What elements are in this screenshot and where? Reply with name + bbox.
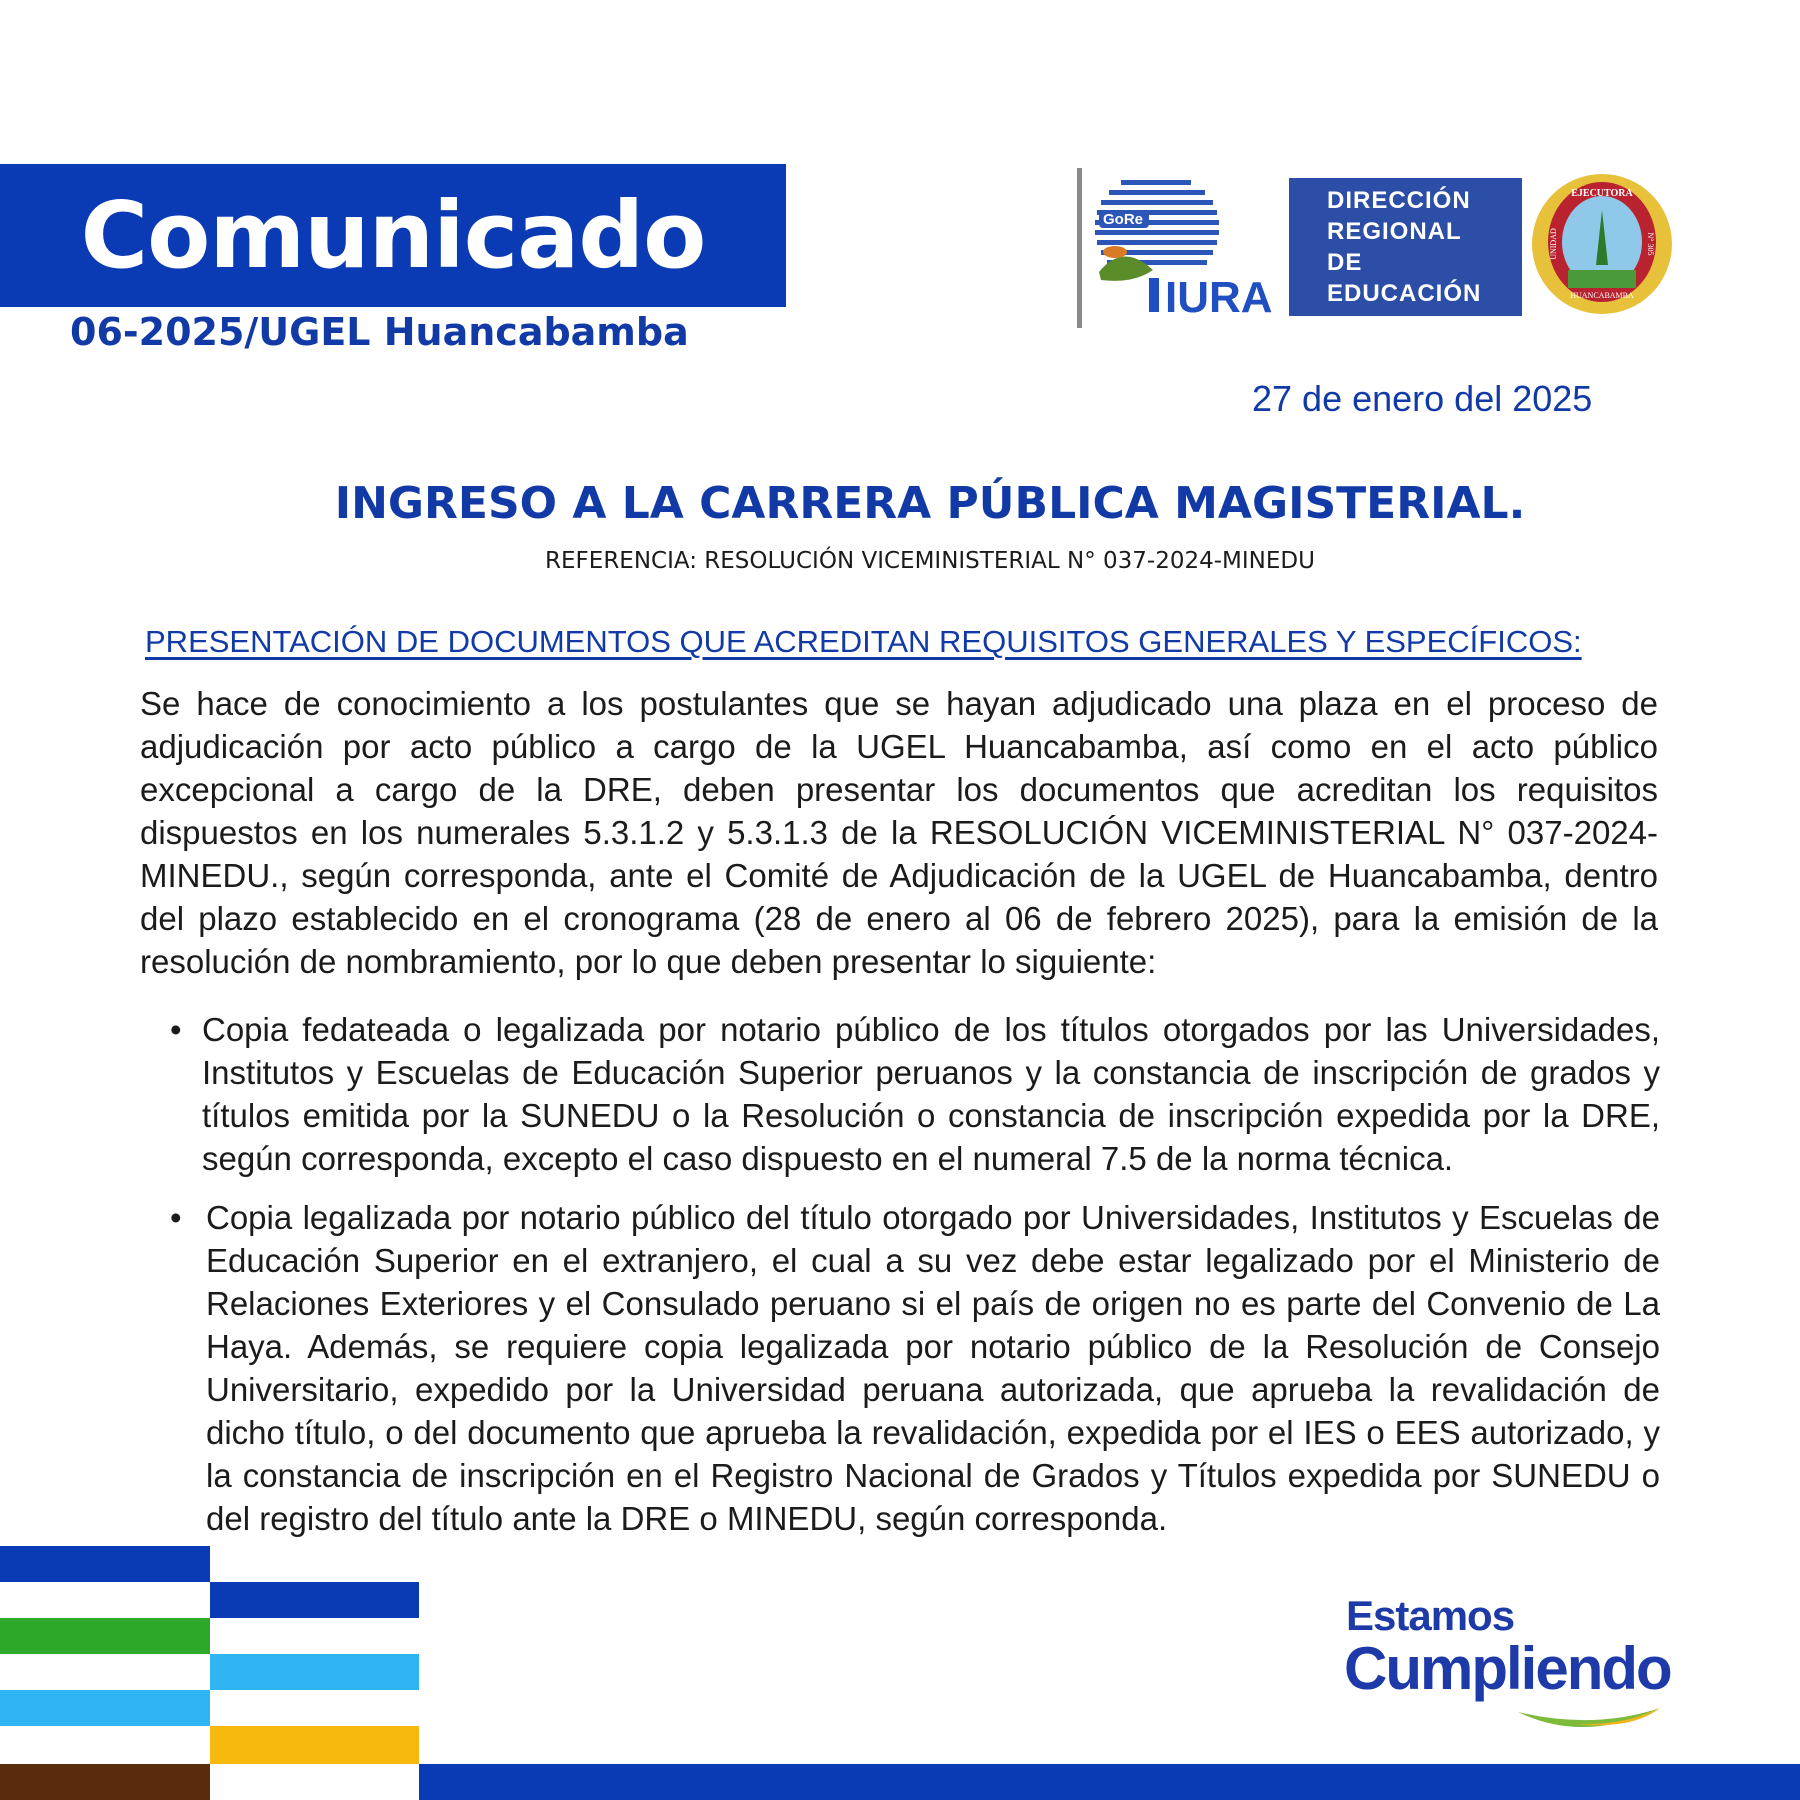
list-item: [140, 1196, 1660, 1540]
list-item: [140, 1008, 1660, 1180]
seal-top-text: EJECUTORA: [1571, 188, 1633, 199]
gore-p-stem: [1149, 278, 1159, 312]
logo-divider: [1077, 168, 1082, 328]
seal-ground: [1568, 270, 1636, 288]
dre-line-3: DE: [1327, 249, 1363, 276]
slogan-logo: [1344, 1592, 1674, 1742]
stripe-lightblue-1: [210, 1654, 419, 1690]
seal-bottom-text: HUANCABAMBA: [1570, 291, 1634, 300]
publication-date: 27 de enero del 2025: [1252, 378, 1593, 419]
bullet-icon: •: [170, 1011, 182, 1048]
gore-small-text: GoRe: [1103, 211, 1144, 228]
stripe-blue-1: [0, 1546, 210, 1582]
dre-line-4: EDUCACIÓN: [1327, 280, 1482, 307]
dre-line-1: DIRECCIÓN: [1327, 187, 1471, 214]
requirements-list: [140, 1008, 1660, 1556]
document-number: 06-2025/UGEL Huancabamba: [70, 310, 689, 354]
gore-piura-logo: [1093, 172, 1283, 322]
bullet-icon: •: [170, 1199, 182, 1236]
stripe-yellow: [210, 1726, 419, 1764]
stripe-green: [0, 1618, 210, 1654]
bottom-bar: [419, 1764, 1800, 1800]
section-heading: PRESENTACIÓN DE DOCUMENTOS QUE ACREDITAN REQUISITOS GENERALES Y ESPECÍFICOS:: [145, 624, 1582, 659]
seal-right-text: N° 305: [1646, 232, 1655, 256]
gore-big-text: IURA: [1165, 273, 1273, 322]
main-title: INGRESO A LA CARRERA PÚBLICA MAGISTERIAL.: [334, 478, 1526, 529]
banner-title: Comunicado: [80, 182, 706, 289]
dre-line-2: REGIONAL: [1327, 218, 1462, 245]
ugel-seal-emblem: [1528, 170, 1676, 318]
dre-logo: [1289, 178, 1522, 316]
swoosh-icon: [1514, 1704, 1664, 1740]
body-paragraph: Se hace de conocimiento a los postulantes que se hayan adjudicado una plaza en el proceso de adjudicación por acto público a cargo de la UGEL Huancabamba, así como en el acto público excepcional a cargo de la DRE, deben presentar los documentos que acreditan los requisitos dispuestos en los numerales 5.3.1.2 y 5.3.1.3 de la RESOLUCIÓN VICEMINISTERIAL N° 037-2024-MINEDU., según corresponda, ante el Comité de Adjudicación de la UGEL de Huancabamba, dentro del plazo establecido en el cronograma (28 de enero al 06 de febrero 2025), para la emisión de la resolución de nombramiento, por lo que deben presentar lo siguiente:: [140, 685, 1658, 980]
reference-line: REFERENCIA: RESOLUCIÓN VICEMINISTERIAL N° 037-2024-MINEDU: [545, 548, 1315, 574]
stripe-blue-2: [210, 1582, 419, 1618]
sun-icon: [1103, 246, 1127, 258]
slogan-line-1: Estamos: [1346, 1592, 1515, 1639]
stripe-brown: [0, 1764, 210, 1800]
slogan-line-2: Cumpliendo: [1344, 1635, 1671, 1702]
list-item-text: Copia legalizada por notario público del título otorgado por Universidades, Institutos y Escuelas de Educación Superior en el extranjero, el cual a su vez debe estar legalizado por el Ministerio de Relaciones Exteriores y el Consulado peruano si el país de origen no es parte del Convenio de La Haya. Además, se requiere copia legalizada por notario público de la Resolución de Consejo Universitario, expedido por la Universidad peruana autorizada, que aprueba la revalidación de dicho título, o del documento que aprueba la revalidación, expedida por el IES o EES autorizado, y la constancia de inscripción en el Registro Nacional de Grados y Títulos expedida por SUNEDU o del registro del título ante la DRE o MINEDU, según corresponda.: [206, 1199, 1660, 1537]
stripe-lightblue-2: [0, 1690, 210, 1726]
list-item-text: Copia fedateada o legalizada por notario público de los títulos otorgados por las Universidades, Institutos y Escuelas de Educación Superior peruanos y la constancia de inscripción de grados y títulos emitida por la SUNEDU o la Resolución o constancia de inscripción expedida por la DRE, según corresponda, excepto el caso dispuesto en el numeral 7.5 de la norma técnica.: [202, 1011, 1660, 1177]
seal-left-text: UNIDAD: [1549, 228, 1558, 260]
